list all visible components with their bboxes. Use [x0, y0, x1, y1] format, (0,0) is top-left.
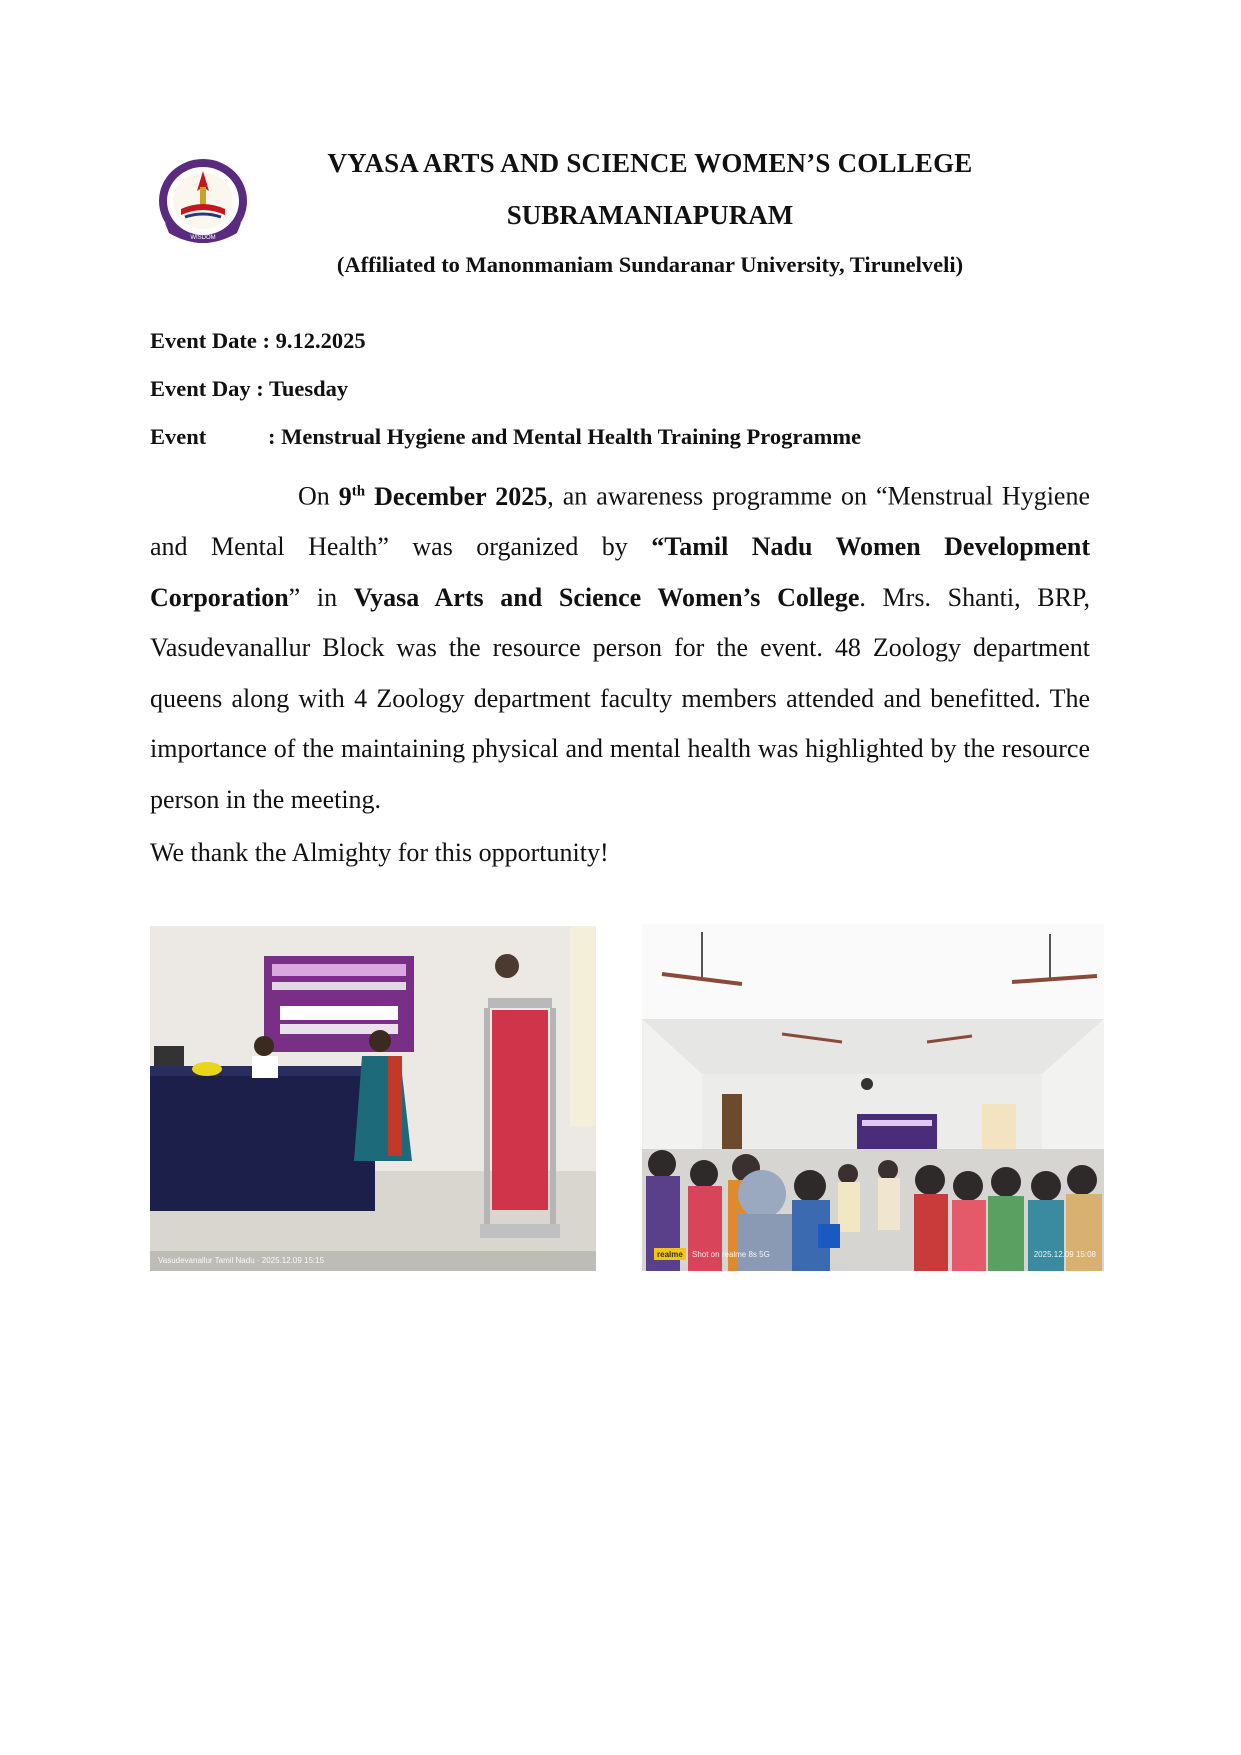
body-text-1: , an awareness programme on “Menstrual Hygiene and Mental Health” was organized by	[150, 481, 1090, 562]
college-affiliation: (Affiliated to Manonmaniam Sundaranar University, Tirunelveli)	[336, 252, 964, 277]
event-photo-stage	[150, 926, 596, 1271]
svg-text:WISDOM: WISDOM	[190, 235, 216, 241]
body-day: 9	[338, 481, 352, 511]
event-name-value: : Menstrual Hygiene and Mental Health Training Programme	[268, 424, 862, 449]
college-name: VYASA ARTS AND SCIENCE WOMEN’S COLLEGE	[327, 148, 973, 178]
event-day-label: Event Day :	[150, 376, 264, 401]
event-day-line	[150, 376, 348, 402]
event-date-value: 9.12.2025	[275, 328, 366, 353]
event-name-label: Event	[150, 424, 207, 449]
event-description	[150, 466, 1090, 825]
event-name-line	[150, 424, 861, 450]
body-text-2: ” in	[288, 582, 354, 612]
camera-model-stamp: Shot on realme 8s 5G	[692, 1250, 770, 1259]
body-day-suffix: th	[351, 483, 366, 499]
photo-timestamp: 2025.12.09 15:08	[1033, 1250, 1096, 1259]
event-day-value: Tuesday	[268, 376, 349, 401]
body-text-3: . Mrs. Shanti, BRP, Vasudevanallur Block was the resource person for the event. 48 Zoology department queens along with 4 Zoology department faculty members attended and benefitted. The importance of the maintaining physical and mental health was highlighted by the resource person in the meeting.	[150, 582, 1091, 814]
thanks-line: We thank the Almighty for this opportunity!	[150, 838, 609, 867]
photo-location-stamp: Vasudevanallur Tamil Nadu · 2025.12.09 15:15	[158, 1256, 325, 1265]
event-date-line	[150, 328, 366, 354]
stage-photo-image	[150, 926, 596, 1271]
camera-brand-badge: realme	[657, 1250, 683, 1259]
body-college: Vyasa Arts and Science Women’s College	[353, 582, 860, 612]
body-month: December 2025	[365, 481, 548, 511]
event-photo-audience	[642, 924, 1104, 1271]
audience-photo-image	[642, 924, 1104, 1271]
college-location: SUBRAMANIAPURAM	[506, 200, 794, 230]
event-date-label: Event Date :	[150, 328, 270, 353]
body-organizer: “Tamil Nadu Women Development Corporation	[150, 532, 1090, 612]
college-crest-logo	[151, 153, 255, 253]
body-on: On	[298, 481, 339, 511]
